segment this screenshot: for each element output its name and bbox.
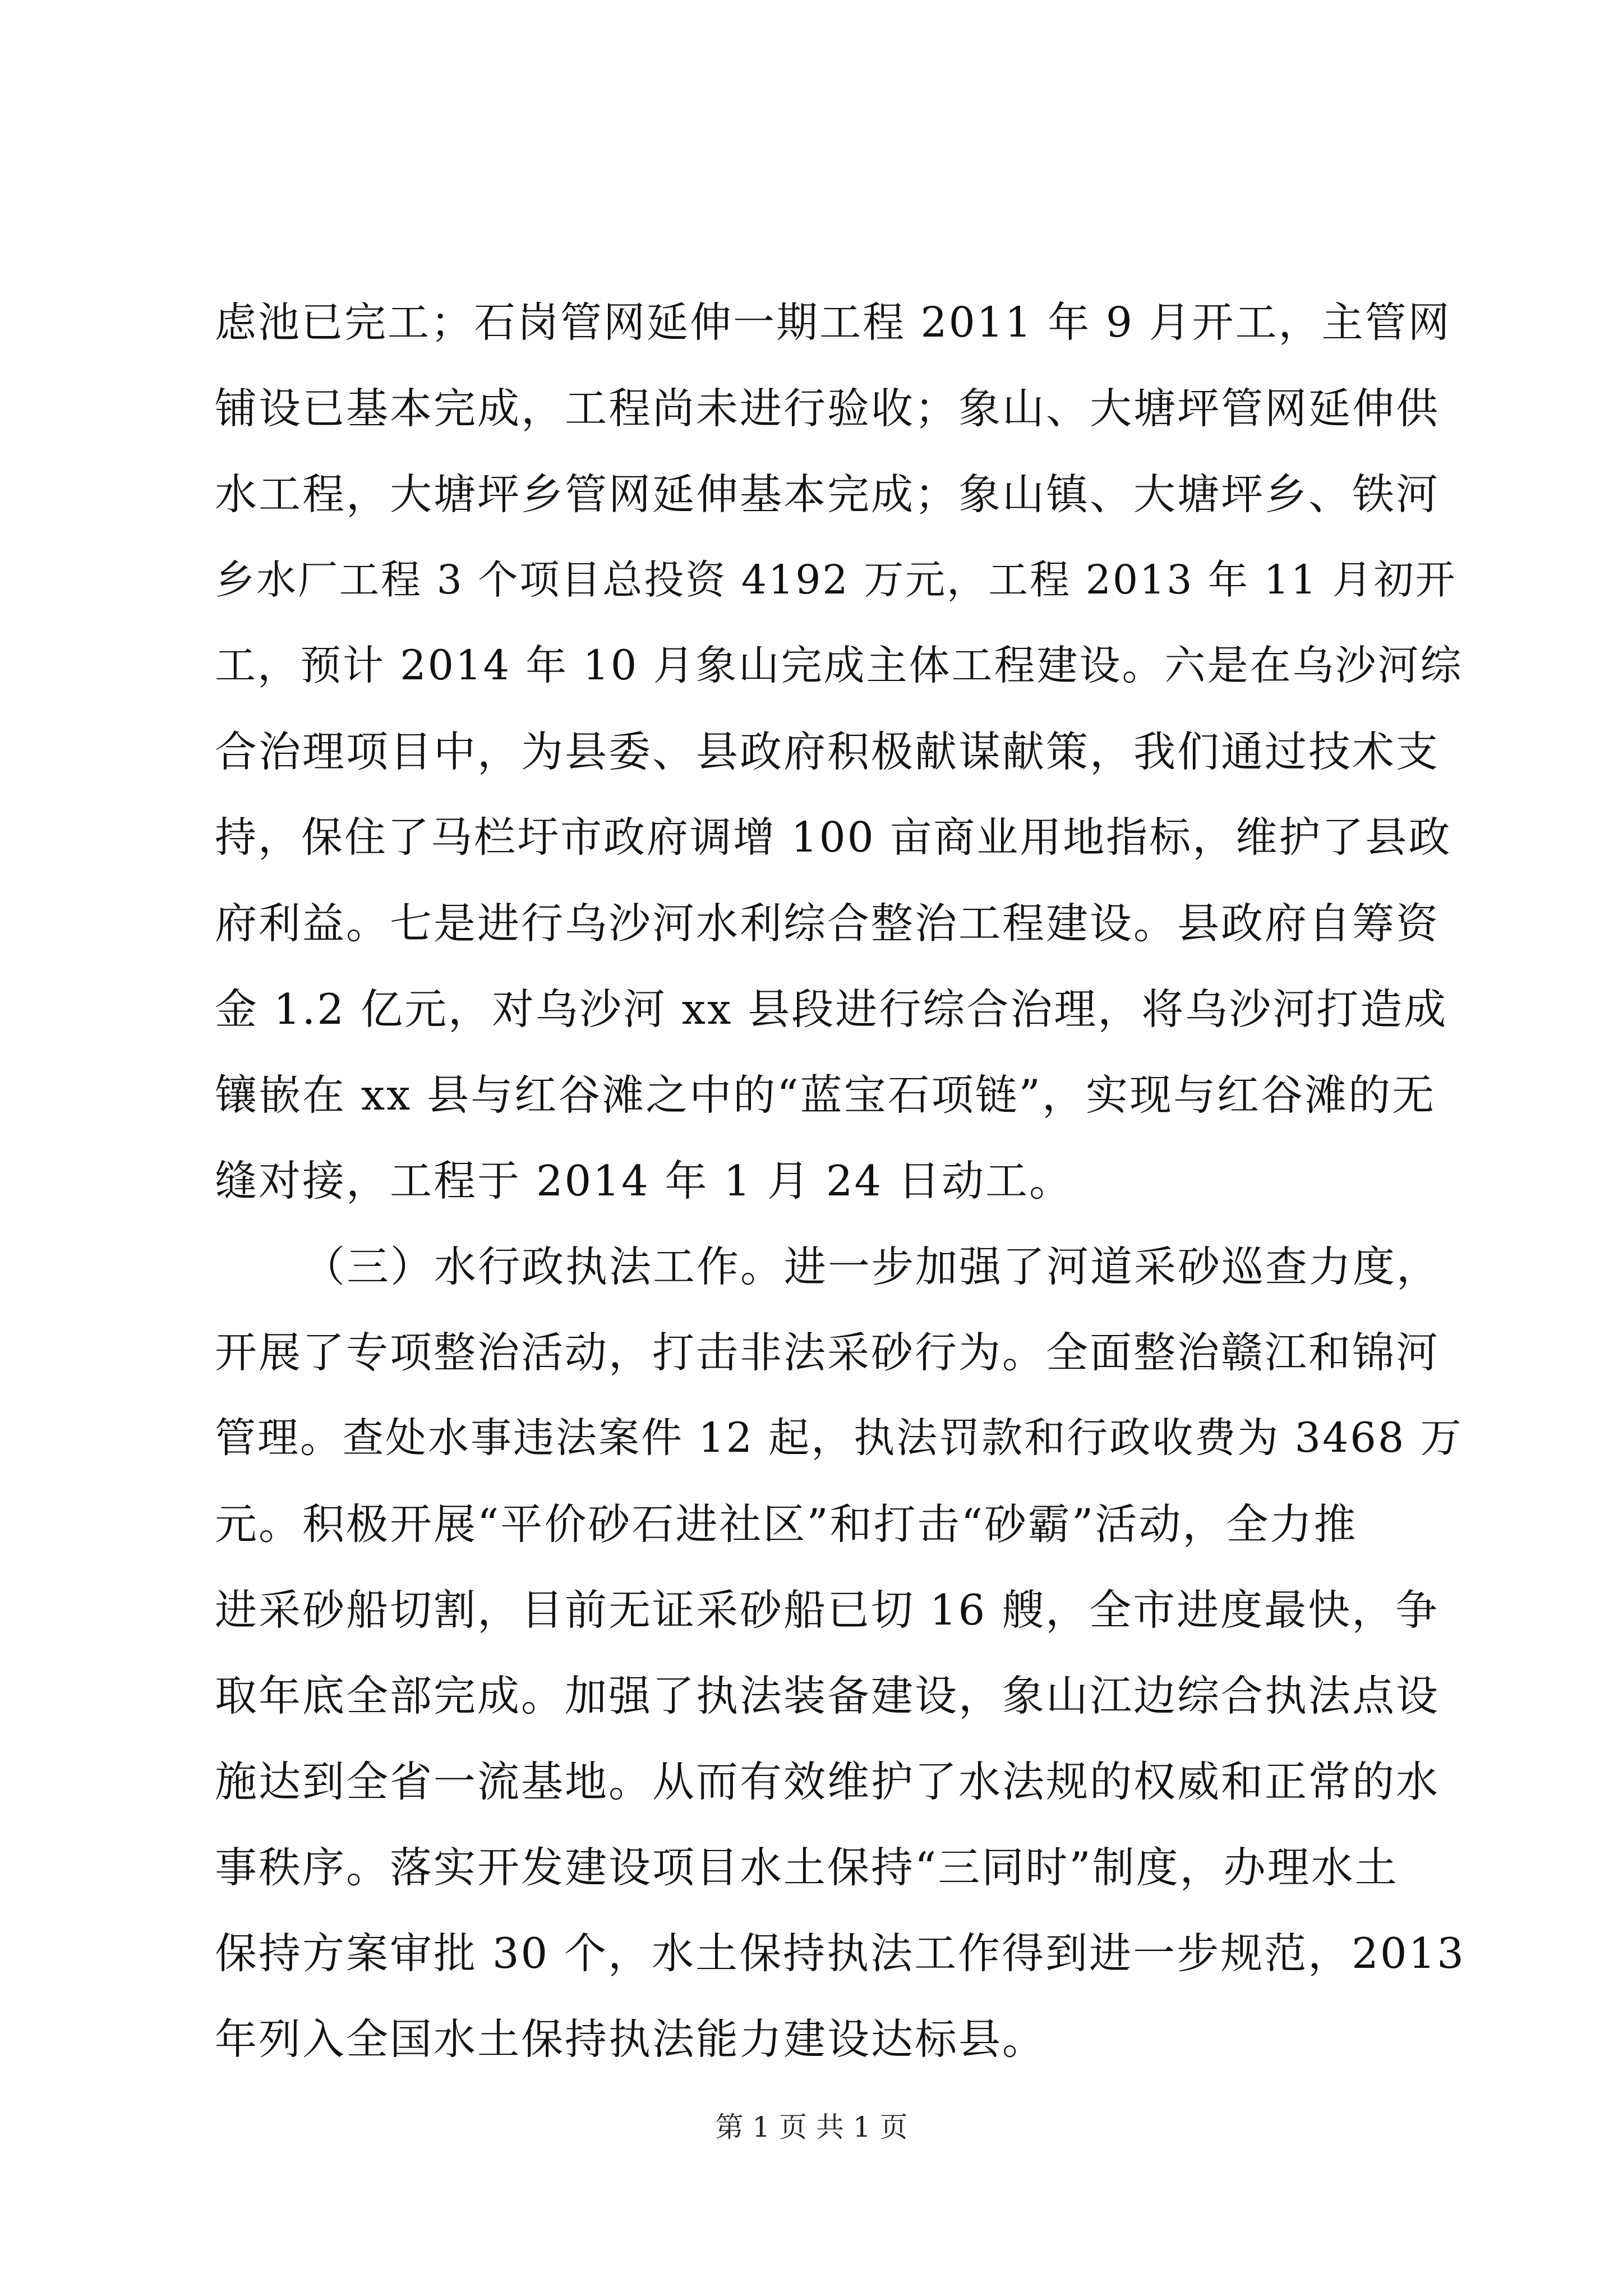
- text-line: 持，保住了马栏圩市政府调增 100 亩商业用地指标，维护了县政: [215, 813, 1452, 862]
- text-line: 元。积极开展“平价砂石进社区”和打击“砂霸”活动，全力推: [215, 1499, 1358, 1549]
- text-line: 府利益。七是进行乌沙河水利综合整治工程建设。县政府自筹资: [215, 899, 1440, 948]
- text-line: 金 1.2 亿元，对乌沙河 xx 县段进行综合治理，将乌沙河打造成: [215, 984, 1448, 1034]
- page-footer: 第 1 页 共 1 页: [715, 2111, 908, 2143]
- text-line: 保持方案审批 30 个，水土保持执法工作得到进一步规范，2013: [215, 1929, 1465, 1978]
- text-line: 铺设已基本完成，工程尚未进行验收；象山、大塘坪管网延伸供: [215, 384, 1440, 433]
- text-line: 施达到全省一流基地。从而有效维护了水法规的权威和正常的水: [215, 1757, 1440, 1806]
- text-line: 工，预计 2014 年 10 月象山完成主体工程建设。六是在乌沙河综: [215, 642, 1463, 689]
- text-line: 年列入全国水土保持执法能力建设达标县。: [215, 2014, 1046, 2064]
- text-line: 虑池已完工；石岗管网延伸一期工程 2011 年 9 月开工，主管网: [215, 298, 1451, 347]
- text-line: 管理。查处水事违法案件 12 起，执法罚款和行政收费为 3468 万: [215, 1414, 1463, 1462]
- text-line: 水工程，大塘坪乡管网延伸基本完成；象山镇、大塘坪乡、铁河: [215, 470, 1440, 519]
- text-line: 开展了专项整治活动，打击非法采砂行为。全面整治赣江和锦河: [215, 1328, 1440, 1377]
- text-line: 取年底全部完成。加强了执法装备建设，象山江边综合执法点设: [215, 1671, 1440, 1720]
- text-line: 镶嵌在 xx 县与红谷滩之中的“蓝宝石项链”，实现与红谷滩的无: [215, 1070, 1436, 1120]
- text-line: 缝对接，工程于 2014 年 1 月 24 日动工。: [215, 1156, 1073, 1205]
- text-line: 进采砂船切割，目前无证采砂船已切 16 艘，全市进度最快，争: [215, 1585, 1440, 1635]
- text-line: 合治理项目中，为县委、县政府积极献谋献策，我们通过技术支: [215, 727, 1440, 776]
- text-line: 事秩序。落实开发建设项目水土保持“三同时”制度，办理水土: [215, 1843, 1399, 1892]
- text-line: （三）水行政执法工作。进一步加强了河道采砂巡查力度，: [303, 1242, 1441, 1291]
- text-line: 乡水厂工程 3 个项目总投资 4192 万元，工程 2013 年 11 月初开: [215, 556, 1457, 603]
